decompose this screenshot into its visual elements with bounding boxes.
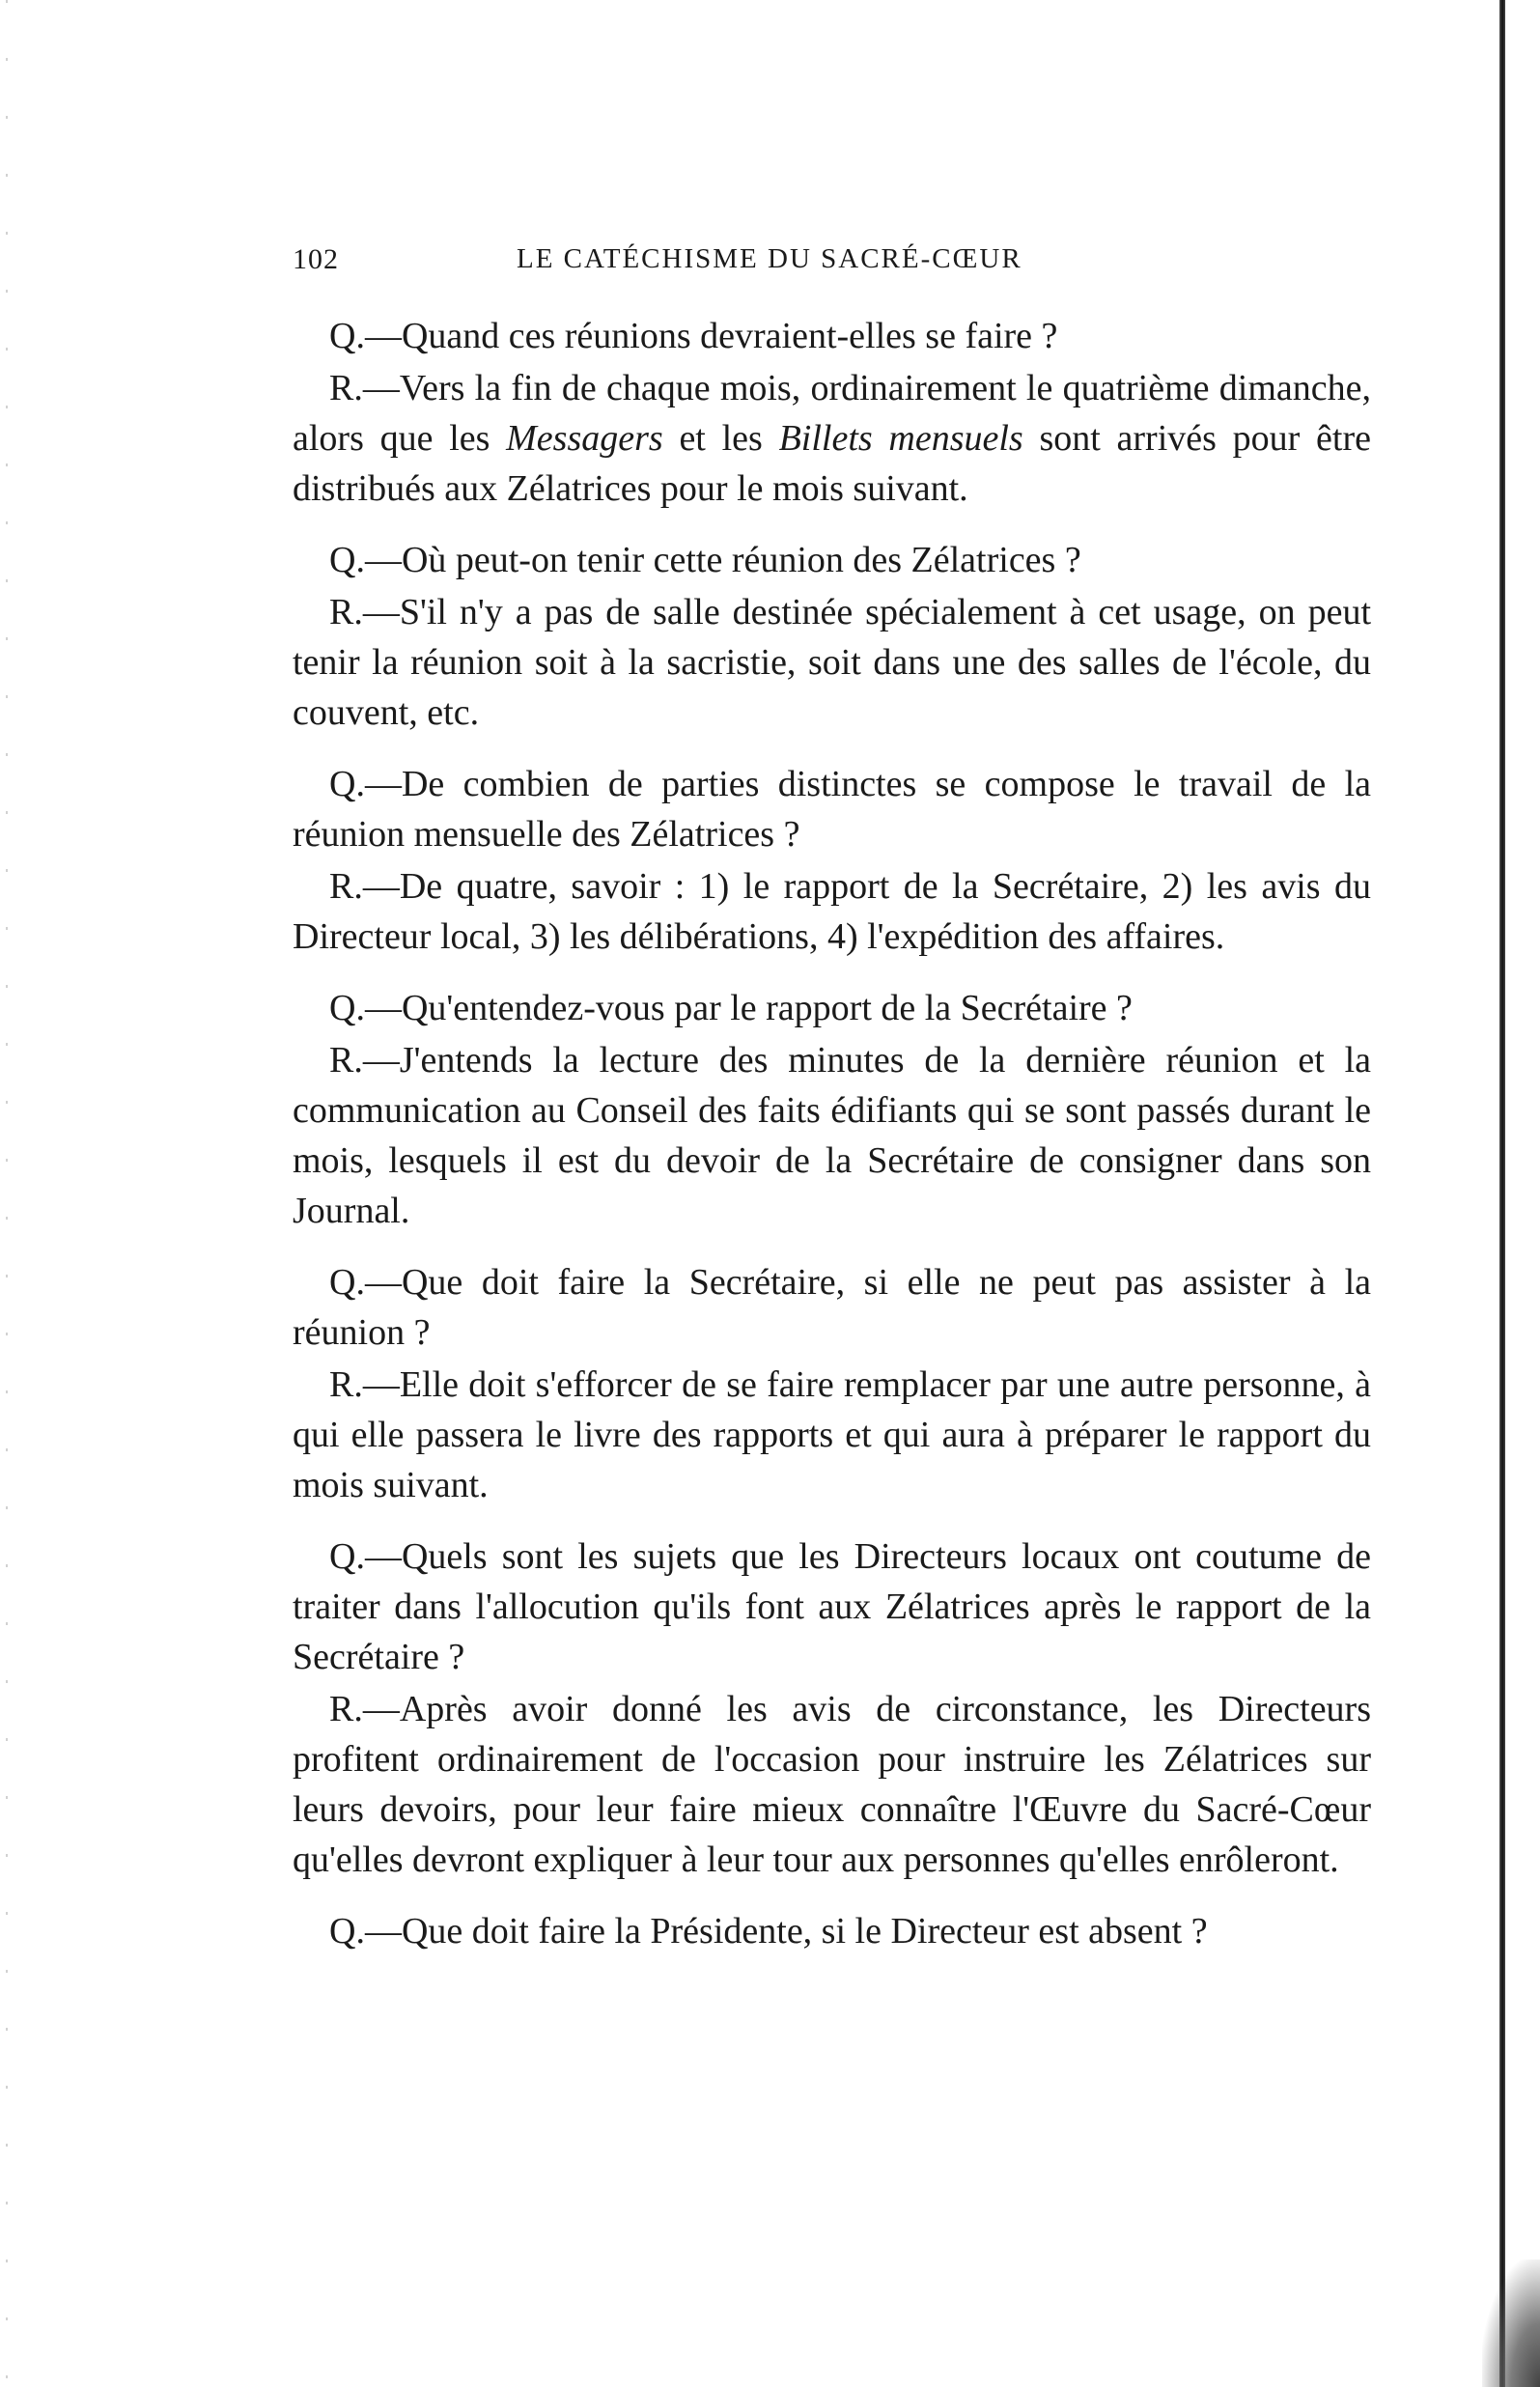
page-edge xyxy=(1499,0,1505,2387)
question-paragraph: Q.—Qu'entendez-vous par le rapport de la Secrétaire ? xyxy=(329,988,1133,1028)
page-body xyxy=(293,311,1371,1956)
answer-paragraph: R.—Après avoir donné les avis de circonstance, les Directeurs profitent ordinairement de l'occasion pour instruire les Zélatrices sur leurs devoirs, pour leur faire mieux connaître l'Œuvre du Sacré-Cœur qu'elles devront expliquer à leur tour aux personnes qu'elles enrôleront. xyxy=(293,1689,1371,1880)
italic-title-messagers: Messagers xyxy=(506,418,663,459)
answer-paragraph: R.—J'entends la lecture des minutes de la dernière réunion et la communication au Conseil des faits édifiants qui se sont passés durant le mois, lesquels il est du devoir de la Secrétaire de consigner dans son Journal. xyxy=(293,1040,1371,1231)
running-title: LE CATÉCHISME DU SACRÉ-CŒUR xyxy=(517,243,1022,274)
page-edge-shadow xyxy=(1482,2260,1540,2387)
question-paragraph: Q.—Où peut-on tenir cette réunion des Zélatrices ? xyxy=(329,540,1081,580)
answer-paragraph: R.—De quatre, savoir : 1) le rapport de la Secrétaire, 2) les avis du Directeur local, 3) les délibérations, 4) l'expédition des affaires. xyxy=(293,866,1371,957)
question-paragraph: Q.—Que doit faire la Présidente, si le Directeur est absent ? xyxy=(329,1911,1208,1952)
question-paragraph: Q.—De combien de parties distinctes se compose le travail de la réunion mensuelle des Zélatrices ? xyxy=(293,764,1371,855)
answer-text: sont arrivés pour être distribués aux Zélatrices pour le mois suivant. xyxy=(293,418,1371,509)
question-paragraph: Q.—Que doit faire la Secrétaire, si elle ne peut pas assister à la réunion ? xyxy=(293,1262,1371,1353)
answer-paragraph: R.—S'il n'y a pas de salle destinée spécialement à cet usage, on peut tenir la réunion soit à la sacristie, soit dans une des salles de l'école, du couvent, etc. xyxy=(293,592,1371,733)
answer-paragraph xyxy=(293,363,1371,514)
page-header xyxy=(293,243,1384,292)
page-number: 102 xyxy=(293,243,339,275)
answer-text: et les xyxy=(662,418,779,459)
scan-margin-marks xyxy=(6,0,8,2387)
answer-paragraph: R.—Elle doit s'efforcer de se faire remplacer par une autre personne, à qui elle passera le livre des rapports et qui aura à préparer le rapport du mois suivant. xyxy=(293,1364,1371,1505)
question-paragraph: Q.—Quels sont les sujets que les Directeurs locaux ont coutume de traiter dans l'allocution qu'ils font aux Zélatrices après le rapport de la Secrétaire ? xyxy=(293,1536,1371,1677)
answer-text: R.—Vers la fin de chaque mois, ordinairement le quatrième dimanche, alors que les xyxy=(293,368,1371,459)
question-paragraph: Q.—Quand ces réunions devraient-elles se faire ? xyxy=(329,316,1058,356)
italic-title-billets: Billets mensuels xyxy=(778,418,1023,459)
